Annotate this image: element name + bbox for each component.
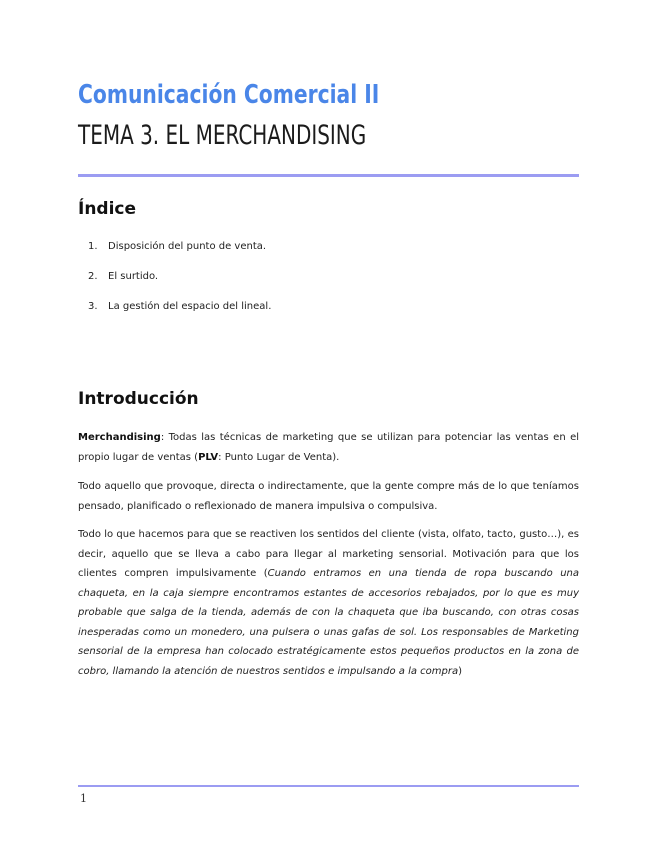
example-text: Cuando entramos en una tienda de ropa buscando una chaqueta, en la caja siempre encontramos estantes de accesorios rebajados, por lo que es muy probable que salga de la tienda, además de con la chaqueta que iba buscando, con otras cosas inesperadas como un monedero, una pulsera o unas gafas de sol. Los responsables de Marketing sensorial de la empresa han colocado estratégicamente estos pequeños productos en la zona de cobro, llamando la atención de nuestros sentidos e impulsando a la compra (78, 568, 579, 677)
subject-title: Comunicación Comercial II (78, 80, 380, 110)
index-list (88, 240, 271, 330)
page-number: 1 (80, 792, 87, 805)
list-item-number: 1. (88, 241, 98, 252)
list-item-label: Disposición del punto de venta. (108, 241, 267, 252)
topic-title: TEMA 3. EL MERCHANDISING (78, 120, 367, 151)
intro-heading: Introducción (78, 389, 199, 409)
definition-paragraph (78, 428, 579, 467)
footer-divider (78, 785, 579, 787)
abbr-plv: PLV (198, 451, 219, 463)
term-merchandising: Merchandising (78, 432, 161, 443)
list-item (88, 240, 271, 254)
sensory-text: Todo lo que hacemos para que se reactiven los sentidos del cliente (vista, olfato, tacto, gusto…), es decir, aquello que se lleva a cabo para llegar al marketing sensorial. Motivación para que los clientes compren impulsivamente ( (78, 529, 579, 579)
definition-text-end: : Punto Lugar de Venta). (218, 451, 340, 463)
example-close: ) (458, 665, 463, 677)
index-heading: Índice (78, 199, 137, 219)
definition-text: : Todas las técnicas de marketing que se utilizan para potenciar las ventas en el propio lugar de ventas ( (78, 432, 579, 463)
list-item (88, 270, 271, 284)
list-item-label: La gestión del espacio del lineal. (108, 301, 272, 312)
impulse-paragraph (78, 477, 579, 516)
list-item-number: 3. (88, 301, 98, 312)
list-item-number: 2. (88, 271, 98, 282)
sensory-paragraph (78, 525, 579, 681)
header-divider (78, 174, 579, 177)
list-item-label: El surtido. (108, 271, 159, 282)
list-item (88, 300, 271, 314)
impulse-text: Todo aquello que provoque, directa o indirectamente, que la gente compre más de lo que teníamos pensado, planificado o reflexionado de manera impulsiva o compulsiva. (78, 481, 579, 512)
